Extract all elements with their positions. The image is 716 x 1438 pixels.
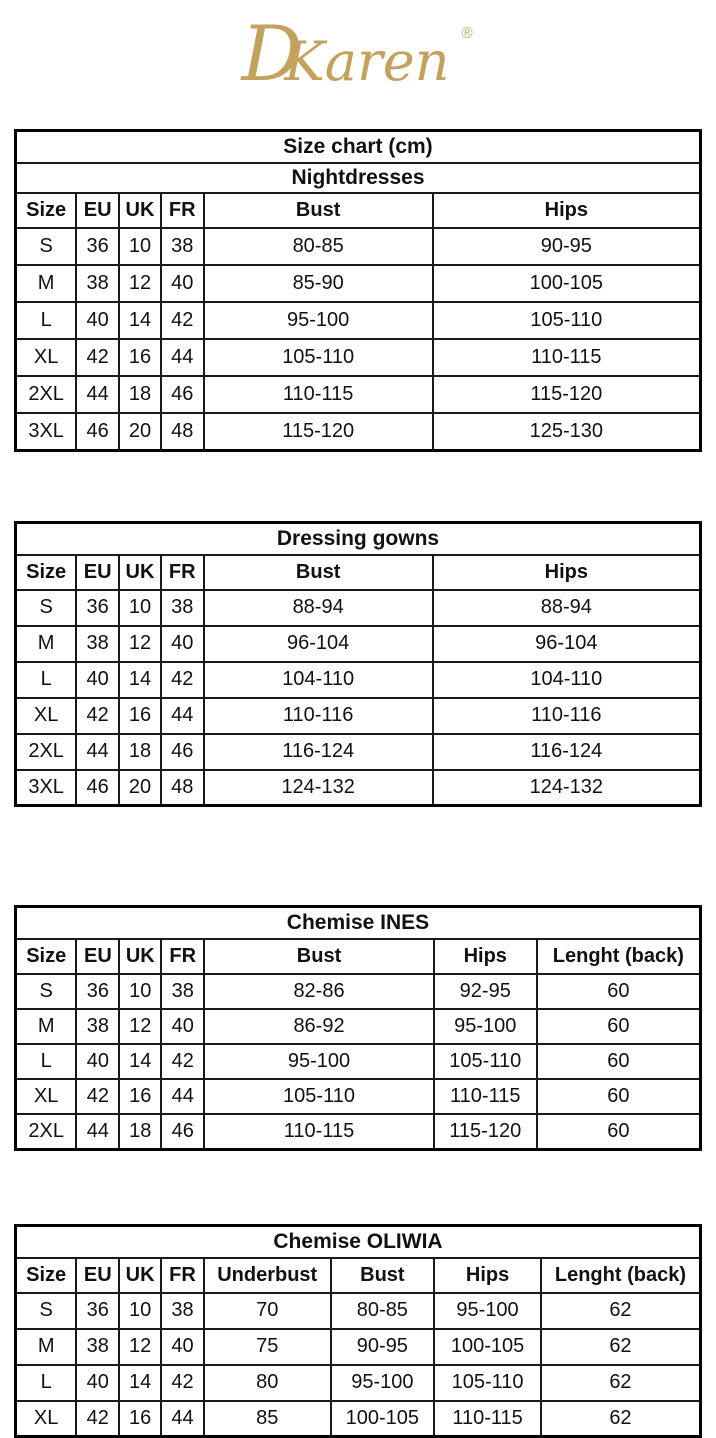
table-cell: 80 — [204, 1365, 331, 1401]
table-row — [16, 1079, 701, 1114]
table-cell: 100-105 — [434, 1329, 541, 1365]
table-cell: 46 — [161, 376, 204, 413]
table-cell: 18 — [119, 734, 161, 770]
table-cell: 44 — [161, 339, 204, 376]
table-cell: 105-110 — [204, 339, 433, 376]
table-row — [16, 662, 701, 698]
table-cell: 40 — [161, 265, 204, 302]
table-cell: 46 — [76, 413, 119, 450]
table-cell: 40 — [76, 302, 119, 339]
table-cell: 95-100 — [434, 1009, 537, 1044]
column-header-size: Size — [16, 1258, 77, 1293]
table-cell: 95-100 — [331, 1365, 435, 1401]
table-title: Chemise OLIWIA — [16, 1225, 701, 1258]
table-cell: 46 — [76, 770, 119, 806]
brand-logo — [0, 0, 716, 104]
column-header-hips: Hips — [434, 1258, 541, 1293]
table-cell: 36 — [76, 228, 119, 265]
table-row — [16, 228, 701, 265]
table-cell: 115-120 — [433, 376, 701, 413]
table-cell: 80-85 — [204, 228, 433, 265]
column-header-size: Size — [16, 193, 77, 228]
table-cell: 88-94 — [204, 590, 433, 626]
table-cell: 3XL — [16, 770, 77, 806]
table-cell: 42 — [161, 1365, 204, 1401]
column-header-fr: FR — [161, 939, 204, 974]
table-cell: S — [16, 974, 77, 1009]
brand-logo-text — [241, 16, 474, 92]
table-cell: S — [16, 590, 77, 626]
table-cell: 42 — [76, 1401, 119, 1437]
table-cell: 40 — [76, 1044, 119, 1079]
table-cell: 110-115 — [434, 1079, 537, 1114]
table-cell: M — [16, 1329, 77, 1365]
table-cell: 60 — [537, 1114, 701, 1149]
column-header-bust: Bust — [204, 555, 433, 590]
column-header-bust: Bust — [204, 193, 433, 228]
table-cell: 44 — [161, 1079, 204, 1114]
table-cell: 88-94 — [433, 590, 701, 626]
table-cell: 60 — [537, 974, 701, 1009]
table-cell: XL — [16, 1401, 77, 1437]
column-header-row — [16, 555, 701, 590]
column-header-length-back: Lenght (back) — [541, 1258, 701, 1293]
table-cell: 62 — [541, 1365, 701, 1401]
table-cell: 60 — [537, 1079, 701, 1114]
table-cell: 36 — [76, 1293, 119, 1329]
table-cell: 10 — [119, 228, 161, 265]
table-cell: 38 — [76, 1009, 119, 1044]
table-cell: 44 — [161, 1401, 204, 1437]
table-cell: 12 — [119, 1009, 161, 1044]
table-cell: 14 — [119, 1365, 161, 1401]
table-row — [16, 590, 701, 626]
table-cell: 90-95 — [433, 228, 701, 265]
table-title: Chemise INES — [16, 907, 701, 940]
table-cell: 38 — [76, 626, 119, 662]
table-row — [16, 770, 701, 806]
table-row — [16, 265, 701, 302]
table-cell: 62 — [541, 1329, 701, 1365]
table-row — [16, 302, 701, 339]
table-cell: 12 — [119, 626, 161, 662]
table-cell: 10 — [119, 1293, 161, 1329]
table-row — [16, 698, 701, 734]
table-cell: 115-120 — [434, 1114, 537, 1149]
table-cell: 12 — [119, 1329, 161, 1365]
table-cell: S — [16, 1293, 77, 1329]
registered-trademark-icon: ® — [460, 24, 475, 42]
table-cell: 36 — [76, 974, 119, 1009]
table-cell: 105-110 — [434, 1044, 537, 1079]
table-cell: XL — [16, 339, 77, 376]
table-row — [16, 1009, 701, 1044]
column-header-eu: EU — [76, 1258, 119, 1293]
column-header-uk: UK — [119, 193, 161, 228]
table-cell: 100-105 — [331, 1401, 435, 1437]
size-table-chemise-ines — [14, 905, 702, 1151]
table-cell: 12 — [119, 265, 161, 302]
table-cell: 40 — [161, 626, 204, 662]
table-cell: 115-120 — [204, 413, 433, 450]
column-header-size: Size — [16, 939, 77, 974]
table-cell: 44 — [161, 698, 204, 734]
column-header-row — [16, 939, 701, 974]
table-cell: 36 — [76, 590, 119, 626]
table-cell: L — [16, 1365, 77, 1401]
table-cell: 42 — [76, 698, 119, 734]
table-cell: 90-95 — [331, 1329, 435, 1365]
table-cell: 14 — [119, 302, 161, 339]
column-header-eu: EU — [76, 555, 119, 590]
table-cell: 3XL — [16, 413, 77, 450]
column-header-hips: Hips — [433, 555, 701, 590]
table-row — [16, 339, 701, 376]
table-cell: 2XL — [16, 1114, 77, 1149]
table-cell: 105-110 — [433, 302, 701, 339]
table-cell: 46 — [161, 1114, 204, 1149]
table-cell: 62 — [541, 1293, 701, 1329]
table-cell: 38 — [161, 974, 204, 1009]
table-cell: 18 — [119, 376, 161, 413]
table-cell: 92-95 — [434, 974, 537, 1009]
table-cell: 42 — [161, 1044, 204, 1079]
column-header-row — [16, 193, 701, 228]
table-cell: 95-100 — [204, 1044, 434, 1079]
size-chart-title-row — [16, 131, 701, 164]
column-header-uk: UK — [119, 555, 161, 590]
table-title: Dressing gowns — [16, 522, 701, 555]
table-title-row — [16, 907, 701, 940]
size-table-chemise-oliwia — [14, 1224, 702, 1438]
table-cell: M — [16, 265, 77, 302]
table-title-row — [16, 522, 701, 555]
table-cell: 14 — [119, 662, 161, 698]
column-header-eu: EU — [76, 193, 119, 228]
table-cell: 46 — [161, 734, 204, 770]
table-cell: 86-92 — [204, 1009, 434, 1044]
table-row — [16, 1401, 701, 1437]
table-row — [16, 376, 701, 413]
logo-letter-d: D — [241, 9, 298, 98]
table-cell: 48 — [161, 770, 204, 806]
table-cell: 110-115 — [434, 1401, 541, 1437]
table-cell: L — [16, 662, 77, 698]
table-cell: XL — [16, 1079, 77, 1114]
table-cell: 80-85 — [331, 1293, 435, 1329]
column-header-size: Size — [16, 555, 77, 590]
table-row — [16, 1329, 701, 1365]
table-cell: 38 — [76, 265, 119, 302]
table-cell: 38 — [161, 1293, 204, 1329]
table-cell: 44 — [76, 376, 119, 413]
table-cell: 44 — [76, 734, 119, 770]
table-cell: 40 — [76, 662, 119, 698]
table-cell: 70 — [204, 1293, 331, 1329]
table-cell: 110-115 — [433, 339, 701, 376]
table-cell: 110-116 — [433, 698, 701, 734]
table-cell: 124-132 — [433, 770, 701, 806]
table-row — [16, 1114, 701, 1149]
table-cell: 16 — [119, 1079, 161, 1114]
table-cell: 124-132 — [204, 770, 433, 806]
table-title: Nightdresses — [16, 163, 701, 193]
table-cell: 42 — [76, 1079, 119, 1114]
size-table-dressing-gowns — [14, 521, 702, 808]
table-cell: 110-116 — [204, 698, 433, 734]
table-cell: M — [16, 626, 77, 662]
table-cell: 125-130 — [433, 413, 701, 450]
table-cell: 40 — [161, 1329, 204, 1365]
column-header-fr: FR — [161, 193, 204, 228]
column-header-row — [16, 1258, 701, 1293]
table-cell: 38 — [161, 228, 204, 265]
column-header-fr: FR — [161, 1258, 204, 1293]
size-table-nightdresses — [14, 129, 702, 452]
table-cell: 42 — [161, 302, 204, 339]
column-header-uk: UK — [119, 1258, 161, 1293]
table-cell: 104-110 — [204, 662, 433, 698]
table-cell: 116-124 — [433, 734, 701, 770]
table-cell: M — [16, 1009, 77, 1044]
table-cell: 16 — [119, 698, 161, 734]
table-cell: 104-110 — [433, 662, 701, 698]
table-row — [16, 734, 701, 770]
table-cell: 48 — [161, 413, 204, 450]
table-title-row — [16, 1225, 701, 1258]
table-cell: XL — [16, 698, 77, 734]
table-cell: 2XL — [16, 376, 77, 413]
table-cell: 10 — [119, 974, 161, 1009]
logo-wordmark: Karen — [284, 30, 449, 93]
column-header-fr: FR — [161, 555, 204, 590]
table-row — [16, 1044, 701, 1079]
table-cell: 14 — [119, 1044, 161, 1079]
table-cell: L — [16, 302, 77, 339]
table-cell: 16 — [119, 1401, 161, 1437]
table-row — [16, 1293, 701, 1329]
table-cell: 95-100 — [434, 1293, 541, 1329]
table-cell: 116-124 — [204, 734, 433, 770]
column-header-bust: Bust — [204, 939, 434, 974]
table-cell: 38 — [161, 590, 204, 626]
table-cell: L — [16, 1044, 77, 1079]
table-cell: 42 — [161, 662, 204, 698]
table-row — [16, 974, 701, 1009]
table-cell: 2XL — [16, 734, 77, 770]
column-header-hips: Hips — [434, 939, 537, 974]
table-cell: 38 — [76, 1329, 119, 1365]
column-header-underbust: Underbust — [204, 1258, 331, 1293]
table-row — [16, 413, 701, 450]
table-cell: 96-104 — [433, 626, 701, 662]
table-cell: 100-105 — [433, 265, 701, 302]
table-cell: 105-110 — [204, 1079, 434, 1114]
table-cell: 85-90 — [204, 265, 433, 302]
column-header-uk: UK — [119, 939, 161, 974]
table-cell: 60 — [537, 1009, 701, 1044]
table-cell: 82-86 — [204, 974, 434, 1009]
table-cell: 16 — [119, 339, 161, 376]
column-header-eu: EU — [76, 939, 119, 974]
table-cell: 105-110 — [434, 1365, 541, 1401]
column-header-length-back: Lenght (back) — [537, 939, 701, 974]
table-cell: 96-104 — [204, 626, 433, 662]
column-header-hips: Hips — [433, 193, 701, 228]
table-cell: 44 — [76, 1114, 119, 1149]
table-cell: 10 — [119, 590, 161, 626]
table-cell: 18 — [119, 1114, 161, 1149]
table-cell: 85 — [204, 1401, 331, 1437]
table-cell: 40 — [161, 1009, 204, 1044]
table-cell: 20 — [119, 770, 161, 806]
table-row — [16, 1365, 701, 1401]
table-cell: 110-115 — [204, 376, 433, 413]
table-cell: 40 — [76, 1365, 119, 1401]
table-cell: S — [16, 228, 77, 265]
column-header-bust: Bust — [331, 1258, 435, 1293]
table-cell: 75 — [204, 1329, 331, 1365]
size-chart-title: Size chart (cm) — [16, 131, 701, 164]
table-cell: 60 — [537, 1044, 701, 1079]
table-row — [16, 626, 701, 662]
table-title-row — [16, 163, 701, 193]
table-cell: 42 — [76, 339, 119, 376]
table-cell: 95-100 — [204, 302, 433, 339]
table-cell: 20 — [119, 413, 161, 450]
table-cell: 110-115 — [204, 1114, 434, 1149]
table-cell: 62 — [541, 1401, 701, 1437]
